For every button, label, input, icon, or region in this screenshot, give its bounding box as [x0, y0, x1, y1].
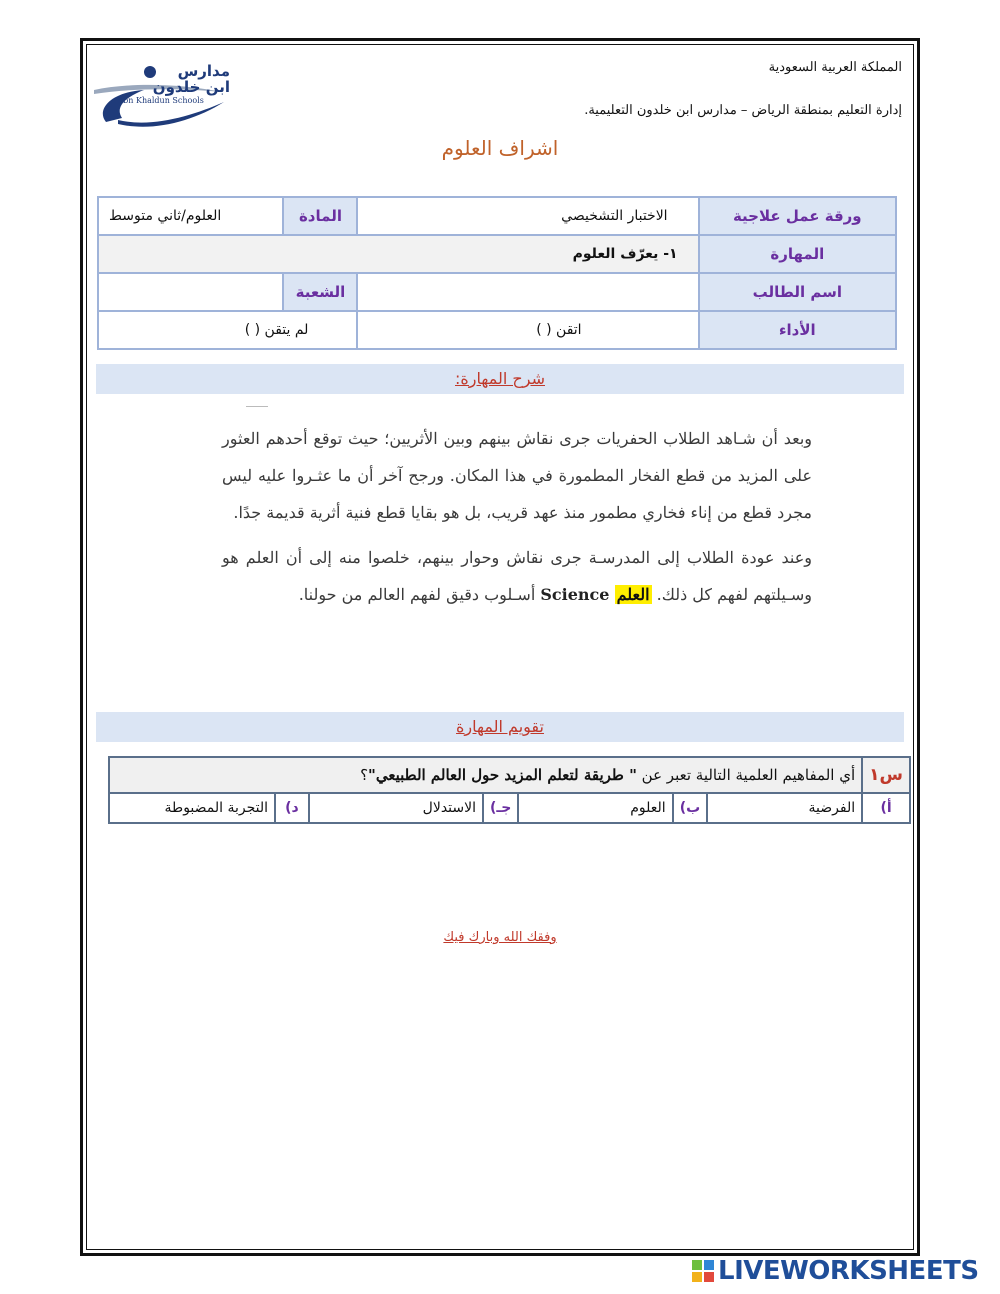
question-bold: " طريقة لتعلم المزيد حول العالم الطبيعي"	[368, 766, 637, 784]
closing-text: وفقك الله وبارك فيك	[443, 930, 557, 945]
highlighted-word: العلم	[616, 585, 650, 604]
passage-paragraph-1: وبعد أن شـاهد الطلاب الحفريات جرى نقاش بينهم وبين الأثريين؛ حيث توقع أحدهم العثور على المزيد من قطع الفخار المطمورة في هذا المكان. ورجح آخر أن ما عثـروا عليه ليس مجرد قطع من إناء فخاري مطمور منذ عهد قريب، بل هو بقايا قطع فنية أثرية قديمة جدًا.	[222, 429, 812, 522]
question-row	[109, 757, 910, 793]
performance-label: الأداء	[699, 311, 896, 349]
student-name-label: اسم الطالب	[699, 273, 896, 311]
option-a[interactable]: الفرضية	[707, 793, 862, 823]
worksheet-info-table	[97, 196, 897, 350]
section-label: الشعبة	[283, 273, 357, 311]
worksheet-label: ورقة عمل علاجية	[699, 197, 896, 235]
skill-row	[98, 235, 896, 273]
brand-name: LIVEWORKSHEETS	[718, 1256, 979, 1286]
subject-value: العلوم/ثاني متوسط	[98, 197, 283, 235]
performance-row	[98, 311, 896, 349]
decorative-line	[246, 406, 268, 407]
brand-grid-icon	[692, 1260, 716, 1282]
question-prefix: أي المفاهيم العلمية التالية تعبر عن	[636, 766, 856, 784]
passage-part-b: أسـلوب دقيق لفهم العالم من حولنا.	[298, 585, 536, 604]
explanation-title-band	[96, 364, 904, 394]
not-mastered-option: لم يتقن ( )	[98, 311, 357, 349]
department-title: اشراف العلوم	[441, 136, 559, 160]
skill-label: المهارة	[699, 235, 896, 273]
question-table	[108, 756, 911, 824]
school-logo	[92, 62, 242, 128]
evaluation-title: تقويم المهارة	[456, 717, 544, 736]
explanation-title: شرح المهارة:	[455, 369, 545, 388]
option-b[interactable]: العلوم	[518, 793, 672, 823]
country-name: المملكة العربية السعودية	[768, 60, 902, 75]
passage-part-a: وعند عودة الطلاب إلى المدرسـة جرى نقاش وحوار بينهم، خلصوا منه إلى أن العلم هو وسـيلتهم لفهم كل ذلك.	[222, 548, 812, 604]
options-row	[109, 793, 910, 823]
option-c-letter: جـ)	[483, 793, 518, 823]
student-row	[98, 273, 896, 311]
question-suffix: ؟	[360, 766, 369, 784]
administration-name: إدارة التعليم بمنطقة الرياض – مدارس ابن خلدون التعليمية.	[584, 103, 902, 118]
option-d-letter: د)	[275, 793, 309, 823]
question-number: س١	[862, 757, 910, 793]
header-info	[584, 60, 902, 118]
logo-arabic-line1: مدارس	[177, 62, 230, 80]
evaluation-title-band	[96, 712, 904, 742]
worksheet-value: الاختبار التشخيصي	[357, 197, 698, 235]
logo-english: Ibn Khaldun Schools	[120, 96, 204, 105]
passage-paragraph-2	[222, 539, 812, 613]
explanation-passage	[222, 420, 812, 613]
student-name-field[interactable]	[357, 273, 698, 311]
closing-message	[0, 926, 1000, 945]
section-field[interactable]	[98, 273, 283, 311]
science-term: Science	[540, 585, 610, 604]
subject-label: المادة	[283, 197, 357, 235]
mastered-option: اتقن ( )	[357, 311, 698, 349]
option-b-letter: ب)	[673, 793, 707, 823]
option-c[interactable]: الاستدلال	[309, 793, 483, 823]
logo-arabic-line2: ابن خلدون	[152, 78, 230, 96]
skill-value: ١- يعرّف العلوم	[98, 235, 699, 273]
worksheet-row	[98, 197, 896, 235]
option-a-letter: أ)	[862, 793, 910, 823]
option-d[interactable]: التجربة المضبوطة	[109, 793, 275, 823]
liveworksheets-brand	[692, 1258, 992, 1284]
question-text	[109, 757, 862, 793]
